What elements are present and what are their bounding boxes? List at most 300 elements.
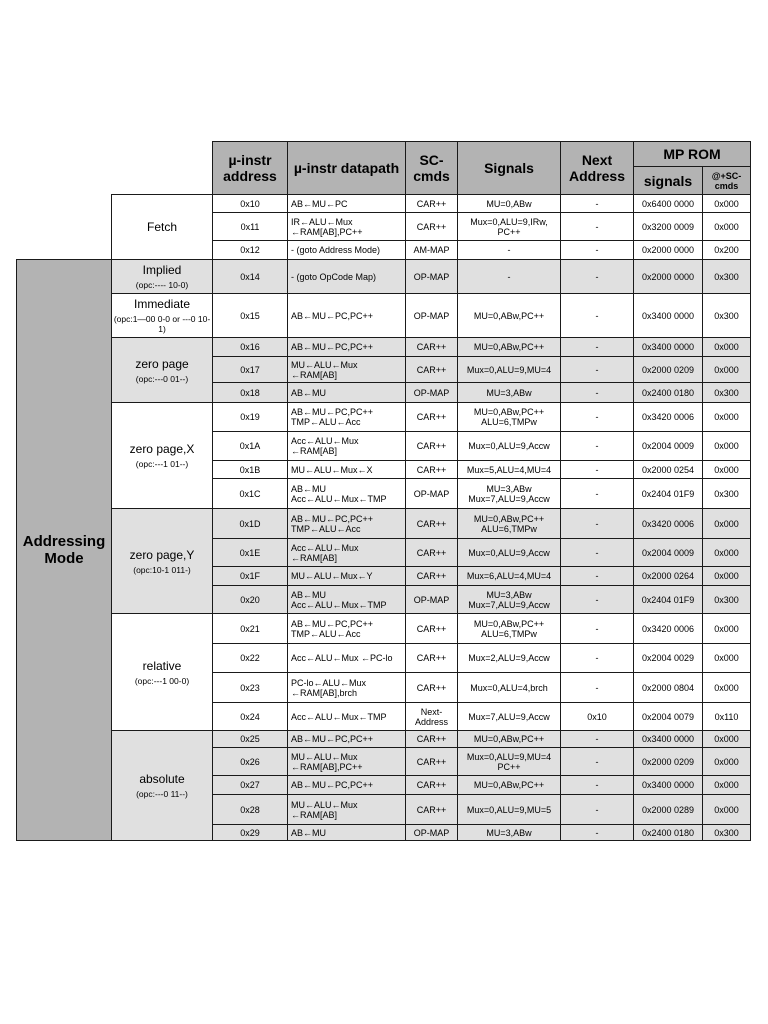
rom-sc-cell-text: 0x300	[714, 594, 739, 605]
signals-cell-text: Mux=5,ALU=4,MU=4	[466, 464, 552, 475]
next-address-cell-text: -	[595, 571, 599, 581]
next-address-cell	[560, 508, 634, 539]
address-cell-text: 0x1A	[239, 441, 261, 451]
sc-cmds-cell	[405, 702, 458, 731]
rom-signals-cell-text: 0x2000 0209	[641, 756, 695, 767]
rom-signals-cell	[633, 382, 703, 403]
signals-cell-text: Mux=6,ALU=4,MU=4	[466, 571, 552, 581]
datapath-cell	[287, 747, 406, 776]
datapath-cell-text: AB←MU←PC,PC++ TMP←ALU←Acc	[291, 407, 374, 427]
signals-cell-text: MU=3,ABw Mux=7,ALU=9,Accw	[468, 589, 550, 610]
rom-signals-cell-text: 0x2400 0180	[641, 387, 695, 398]
next-address-cell	[560, 672, 634, 703]
datapath-cell	[287, 538, 406, 567]
rom-signals-cell	[633, 643, 703, 673]
sc-cmds-cell	[405, 337, 458, 357]
sc-cmds-cell-text: OP-MAP	[413, 827, 450, 838]
next-address-cell-text: -	[595, 682, 599, 693]
address-cell	[212, 402, 288, 432]
datapath-cell-text: AB←MU←PC,PC++	[291, 310, 374, 321]
signals-cell-text: Mux=0,ALU=9,IRw, PC++	[470, 216, 548, 237]
group-absolute-opcode: (opc:---0 11--)	[136, 789, 188, 799]
sc-cmds-cell	[405, 293, 458, 338]
rom-signals-cell-text: 0x3200 0009	[641, 221, 695, 232]
rom-signals-cell-text: 0x6400 0000	[641, 198, 695, 209]
sc-cmds-cell-text: CAR++	[416, 547, 447, 558]
sc-cmds-cell-text: AM-MAP	[413, 245, 450, 255]
datapath-cell-text: AB←MU←PC,PC++	[291, 780, 374, 790]
next-address-cell	[560, 402, 634, 432]
address-cell	[212, 194, 288, 213]
address-cell-text: 0x19	[240, 412, 260, 422]
next-address-cell-text: -	[595, 547, 599, 558]
rom-sc-cell	[702, 794, 751, 825]
rom-signals-cell-text: 0x3420 0006	[641, 518, 695, 529]
sc-cmds-cell	[405, 194, 458, 213]
datapath-cell-text: - (goto Address Mode)	[291, 245, 381, 255]
address-cell	[212, 259, 288, 294]
signals-cell-text: Mux=0,ALU=9,MU=4	[466, 364, 552, 375]
rom-sc-cell-text: 0x000	[714, 623, 739, 634]
rom-sc-cell-text: 0x000	[714, 682, 739, 693]
rom-signals-cell	[633, 356, 703, 383]
group-addressing-mode	[16, 259, 112, 841]
rom-sc-cell-text: 0x000	[714, 198, 739, 209]
rom-signals-cell-text: 0x2400 0180	[641, 827, 695, 838]
next-address-cell	[560, 478, 634, 509]
rom-signals-cell-text: 0x2004 0009	[641, 547, 695, 558]
rom-sc-cell-text: 0x300	[714, 827, 739, 838]
signals-cell-text: MU=0,ABw	[486, 198, 532, 209]
signals-cell	[457, 194, 561, 213]
sc-cmds-cell-text: CAR++	[416, 464, 447, 475]
next-address-cell-text: -	[595, 364, 599, 375]
rom-signals-cell	[633, 672, 703, 703]
rom-signals-cell	[633, 566, 703, 586]
rom-signals-cell-text: 0x2000 0264	[641, 571, 695, 581]
header-next-address	[560, 141, 634, 195]
sc-cmds-cell-text: CAR++	[416, 518, 447, 529]
rom-signals-cell-text: 0x2000 0804	[641, 682, 695, 693]
address-cell	[212, 212, 288, 241]
signals-cell-text: -	[507, 271, 511, 282]
address-cell	[212, 672, 288, 703]
sc-cmds-cell-text: CAR++	[416, 623, 447, 634]
rom-sc-cell-text: 0x300	[714, 488, 739, 499]
address-cell	[212, 824, 288, 841]
rom-sc-cell	[702, 672, 751, 703]
signals-cell	[457, 356, 561, 383]
address-cell-text: 0x28	[240, 804, 260, 815]
group-absolute	[111, 730, 213, 841]
header-signals-label: Signals	[484, 160, 534, 176]
group-zeropagey-label: zero page,Y	[129, 547, 195, 562]
signals-cell	[457, 613, 561, 644]
signals-cell-text: MU=3,ABw Mux=7,ALU=9,Accw	[468, 483, 550, 504]
rom-sc-cell-text: 0x000	[714, 518, 739, 529]
group-addressing-mode-label: Addressing Mode	[22, 533, 106, 567]
group-zeropagex	[111, 402, 213, 509]
header-signals	[457, 141, 561, 195]
rom-signals-cell-text: 0x2004 0079	[641, 711, 695, 722]
sc-cmds-cell-text: CAR++	[416, 221, 447, 232]
signals-cell	[457, 747, 561, 776]
group-zeropage	[111, 337, 213, 403]
rom-signals-cell	[633, 613, 703, 644]
rom-signals-cell	[633, 240, 703, 260]
rom-sc-cell-text: 0x000	[714, 412, 739, 422]
sc-cmds-cell	[405, 478, 458, 509]
datapath-cell	[287, 356, 406, 383]
rom-sc-cell	[702, 460, 751, 479]
rom-sc-cell	[702, 730, 751, 748]
sc-cmds-cell-text: CAR++	[416, 412, 447, 422]
signals-cell	[457, 566, 561, 586]
rom-sc-cell	[702, 566, 751, 586]
datapath-cell	[287, 460, 406, 479]
next-address-cell	[560, 794, 634, 825]
rom-signals-cell-text: 0x3400 0000	[641, 734, 695, 744]
next-address-cell	[560, 747, 634, 776]
signals-cell-text: MU=0,ABw,PC++ ALU=6,TMPw	[473, 407, 545, 427]
address-cell-text: 0x1C	[239, 488, 261, 499]
signals-cell-text: Mux=0,ALU=4,brch	[470, 682, 548, 693]
next-address-cell-text: -	[595, 756, 599, 767]
rom-sc-cell-text: 0x000	[714, 364, 739, 375]
rom-sc-cell-text: 0x000	[714, 547, 739, 558]
address-cell	[212, 794, 288, 825]
address-cell-text: 0x22	[240, 653, 260, 663]
datapath-cell-text: MU←ALU←Mux←Y	[291, 571, 373, 581]
rom-signals-cell	[633, 794, 703, 825]
rom-sc-cell-text: 0x000	[714, 221, 739, 232]
datapath-cell	[287, 212, 406, 241]
rom-sc-cell-text: 0x000	[714, 342, 739, 352]
signals-cell	[457, 775, 561, 795]
next-address-cell-text: -	[595, 594, 599, 605]
rom-sc-cell	[702, 585, 751, 614]
next-address-cell	[560, 538, 634, 567]
signals-cell	[457, 382, 561, 403]
rom-sc-cell-text: 0x000	[714, 653, 739, 663]
rom-signals-cell-text: 0x3400 0000	[641, 780, 695, 790]
address-cell-text: 0x16	[240, 342, 260, 352]
rom-signals-cell	[633, 585, 703, 614]
rom-sc-cell	[702, 337, 751, 357]
datapath-cell-text: AB←MU←PC,PC++	[291, 342, 374, 352]
signals-cell-text: Mux=0,ALU=9,MU=4 PC++	[466, 751, 552, 772]
address-cell	[212, 508, 288, 539]
rom-signals-cell-text: 0x3400 0000	[641, 310, 695, 321]
next-address-cell-text: -	[595, 827, 599, 838]
rom-signals-cell	[633, 747, 703, 776]
rom-sc-cell	[702, 356, 751, 383]
rom-sc-cell	[702, 702, 751, 731]
signals-cell-text: MU=0,ABw,PC++ ALU=6,TMPw	[473, 618, 545, 639]
sc-cmds-cell	[405, 212, 458, 241]
signals-cell	[457, 794, 561, 825]
address-cell-text: 0x27	[240, 780, 260, 790]
datapath-cell	[287, 824, 406, 841]
rom-sc-cell-text: 0x000	[714, 756, 739, 767]
sc-cmds-cell-text: OP-MAP	[413, 594, 450, 605]
signals-cell	[457, 240, 561, 260]
datapath-cell-text: AB←MU←PC,PC++	[291, 734, 374, 744]
datapath-cell	[287, 566, 406, 586]
rom-signals-cell	[633, 402, 703, 432]
sc-cmds-cell	[405, 259, 458, 294]
sc-cmds-cell-text: CAR++	[416, 780, 447, 790]
signals-cell	[457, 431, 561, 461]
datapath-cell-text: AB←MU←PC	[291, 198, 348, 209]
rom-sc-cell-text: 0x000	[714, 464, 739, 475]
next-address-cell	[560, 566, 634, 586]
address-cell-text: 0x29	[240, 827, 260, 838]
next-address-cell-text: -	[595, 488, 599, 499]
address-cell	[212, 356, 288, 383]
rom-sc-cell	[702, 382, 751, 403]
sc-cmds-cell	[405, 824, 458, 841]
address-cell-text: 0x26	[240, 756, 260, 767]
address-cell	[212, 538, 288, 567]
datapath-cell	[287, 508, 406, 539]
datapath-cell	[287, 478, 406, 509]
sc-cmds-cell	[405, 431, 458, 461]
rom-signals-cell-text: 0x3400 0000	[641, 342, 695, 352]
datapath-cell-text: Acc←ALU←Mux ←PC-lo	[291, 653, 393, 663]
address-cell	[212, 775, 288, 795]
rom-sc-cell	[702, 402, 751, 432]
signals-cell-text: Mux=0,ALU=9,MU=5	[466, 804, 552, 815]
address-cell-text: 0x17	[240, 364, 260, 375]
rom-signals-cell	[633, 508, 703, 539]
datapath-cell-text: AB←MU	[291, 827, 327, 838]
header-mp-rom-label: MP ROM	[663, 146, 721, 162]
rom-sc-cell	[702, 431, 751, 461]
signals-cell-text: MU=0,ABw,PC++	[473, 734, 545, 744]
rom-signals-cell	[633, 212, 703, 241]
next-address-cell-text: -	[595, 271, 599, 282]
rom-signals-cell-text: 0x3420 0006	[641, 412, 695, 422]
address-cell-text: 0x10	[240, 198, 260, 209]
next-address-cell-text: -	[595, 734, 599, 744]
rom-sc-cell	[702, 508, 751, 539]
rom-signals-cell	[633, 730, 703, 748]
sc-cmds-cell	[405, 566, 458, 586]
next-address-cell-text: -	[595, 412, 599, 422]
datapath-cell	[287, 775, 406, 795]
next-address-cell	[560, 585, 634, 614]
header-uinstr-address	[212, 141, 288, 195]
rom-signals-cell	[633, 775, 703, 795]
datapath-cell-text: AB←MU Acc←ALU←Mux←TMP	[291, 589, 387, 610]
signals-cell-text: Mux=0,ALU=9,Accw	[468, 547, 550, 558]
rom-sc-cell	[702, 613, 751, 644]
rom-sc-cell-text: 0x110	[714, 711, 739, 722]
address-cell	[212, 730, 288, 748]
datapath-cell	[287, 240, 406, 260]
datapath-cell-text: - (goto OpCode Map)	[291, 271, 377, 282]
next-address-cell	[560, 643, 634, 673]
datapath-cell	[287, 382, 406, 403]
sc-cmds-cell	[405, 508, 458, 539]
group-zeropagey	[111, 508, 213, 614]
signals-cell	[457, 337, 561, 357]
datapath-cell-text: MU←ALU←Mux ←RAM[AB],PC++	[291, 751, 363, 772]
signals-cell	[457, 824, 561, 841]
rom-sc-cell	[702, 293, 751, 338]
address-cell	[212, 566, 288, 586]
signals-cell-text: MU=0,ABw,PC++	[473, 342, 545, 352]
address-cell	[212, 382, 288, 403]
header-mp-rom-signals-label: signals	[643, 172, 693, 189]
signals-cell-text: Mux=0,ALU=9,Accw	[468, 441, 550, 451]
next-address-cell-text: -	[595, 387, 599, 398]
rom-signals-cell	[633, 824, 703, 841]
sc-cmds-cell	[405, 730, 458, 748]
header-uinstr-address-label: µ-instr address	[223, 152, 277, 184]
signals-cell	[457, 730, 561, 748]
next-address-cell	[560, 194, 634, 213]
sc-cmds-cell-text: CAR++	[416, 734, 447, 744]
address-cell-text: 0x21	[240, 623, 260, 634]
sc-cmds-cell	[405, 382, 458, 403]
address-cell-text: 0x11	[240, 221, 260, 232]
rom-sc-cell	[702, 643, 751, 673]
signals-cell-text: Mux=2,ALU=9,Accw	[468, 653, 550, 663]
datapath-cell-text: AB←MU Acc←ALU←Mux←TMP	[291, 483, 387, 504]
next-address-cell-text: -	[595, 518, 599, 529]
sc-cmds-cell	[405, 775, 458, 795]
group-immediate	[111, 293, 213, 338]
address-cell	[212, 337, 288, 357]
signals-cell-text: Mux=7,ALU=9,Accw	[468, 711, 550, 722]
rom-signals-cell-text: 0x2000 0289	[641, 804, 695, 815]
rom-signals-cell	[633, 337, 703, 357]
address-cell-text: 0x20	[240, 594, 260, 605]
datapath-cell-text: Acc←ALU←Mux ←RAM[AB]	[291, 436, 359, 456]
datapath-cell-text: AB←MU←PC,PC++ TMP←ALU←Acc	[291, 618, 374, 639]
datapath-cell	[287, 194, 406, 213]
rom-sc-cell-text: 0x000	[714, 780, 739, 790]
header-mp-rom	[633, 141, 751, 167]
rom-signals-cell	[633, 538, 703, 567]
rom-sc-cell	[702, 747, 751, 776]
rom-signals-cell-text: 0x2000 0254	[641, 464, 695, 475]
rom-sc-cell	[702, 538, 751, 567]
datapath-cell	[287, 293, 406, 338]
datapath-cell-text: Acc←ALU←Mux←TMP	[291, 711, 387, 722]
rom-sc-cell-text: 0x000	[714, 571, 739, 581]
sc-cmds-cell-text: CAR++	[416, 804, 447, 815]
sc-cmds-cell-text: CAR++	[416, 682, 447, 693]
next-address-cell-text: -	[595, 464, 599, 475]
group-implied	[111, 259, 213, 294]
datapath-cell	[287, 794, 406, 825]
header-next-address-label: Next Address	[568, 152, 626, 184]
rom-signals-cell	[633, 431, 703, 461]
datapath-cell-text: MU←ALU←Mux ←RAM[AB]	[291, 799, 358, 820]
group-immediate-opcode: (opc:1—00 0-0 or ---0 10-1)	[113, 314, 211, 334]
rom-signals-cell-text: 0x2004 0029	[641, 653, 695, 663]
rom-signals-cell	[633, 702, 703, 731]
group-zeropage-label: zero page	[135, 356, 189, 371]
rom-signals-cell-text: 0x2404 01F9	[641, 594, 695, 605]
group-implied-label: Implied	[142, 263, 182, 277]
address-cell-text: 0x23	[240, 682, 260, 693]
signals-cell	[457, 672, 561, 703]
datapath-cell-text: IR←ALU←Mux ←RAM[AB],PC++	[291, 216, 363, 237]
signals-cell	[457, 538, 561, 567]
next-address-cell	[560, 259, 634, 294]
signals-cell	[457, 293, 561, 338]
rom-sc-cell-text: 0x300	[714, 387, 739, 398]
rom-signals-cell-text: 0x2004 0009	[641, 441, 695, 451]
signals-cell	[457, 585, 561, 614]
next-address-cell	[560, 730, 634, 748]
sc-cmds-cell-text: OP-MAP	[413, 310, 450, 321]
datapath-cell-text: Acc←ALU←Mux ←RAM[AB]	[291, 542, 359, 563]
next-address-cell-text: -	[595, 198, 599, 209]
rom-signals-cell-text: 0x2000 0000	[641, 271, 695, 282]
rom-sc-cell	[702, 194, 751, 213]
header-mp-rom-signals	[633, 166, 703, 195]
next-address-cell-text: -	[595, 342, 599, 352]
datapath-cell	[287, 259, 406, 294]
header-mp-rom-sc-label: @+SC-cmds	[711, 170, 742, 191]
sc-cmds-cell-text: OP-MAP	[413, 387, 450, 398]
signals-cell	[457, 460, 561, 479]
next-address-cell	[560, 293, 634, 338]
sc-cmds-cell-text: CAR++	[416, 653, 447, 663]
sc-cmds-cell-text: CAR++	[416, 756, 447, 767]
next-address-cell-text: -	[595, 804, 599, 815]
address-cell-text: 0x15	[240, 310, 260, 321]
address-cell-text: 0x1F	[239, 571, 260, 581]
sc-cmds-cell	[405, 460, 458, 479]
address-cell	[212, 240, 288, 260]
rom-signals-cell-text: 0x2404 01F9	[641, 488, 695, 499]
rom-sc-cell	[702, 824, 751, 841]
datapath-cell	[287, 431, 406, 461]
address-cell-text: 0x25	[240, 734, 260, 744]
rom-signals-cell-text: 0x3420 0006	[641, 623, 695, 634]
address-cell-text: 0x1D	[239, 518, 261, 529]
next-address-cell-text: -	[595, 623, 599, 634]
sc-cmds-cell-text: OP-MAP	[413, 271, 450, 282]
rom-sc-cell	[702, 259, 751, 294]
next-address-cell	[560, 613, 634, 644]
group-relative-opcode: (opc:---1 00-0)	[134, 675, 190, 686]
rom-sc-cell-text: 0x000	[714, 804, 739, 815]
group-implied-opcode: (opc:---- 10-0)	[135, 280, 189, 290]
next-address-cell	[560, 382, 634, 403]
sc-cmds-cell	[405, 402, 458, 432]
rom-signals-cell-text: 0x2000 0000	[641, 245, 695, 255]
address-cell	[212, 643, 288, 673]
signals-cell	[457, 643, 561, 673]
sc-cmds-cell	[405, 613, 458, 644]
group-relative	[111, 613, 213, 731]
group-fetch	[111, 194, 213, 260]
address-cell	[212, 585, 288, 614]
datapath-cell	[287, 702, 406, 731]
datapath-cell-text: AB←MU	[291, 387, 327, 398]
next-address-cell-text: -	[595, 441, 599, 451]
sc-cmds-cell	[405, 794, 458, 825]
rom-sc-cell-text: 0x300	[714, 271, 739, 282]
sc-cmds-cell	[405, 747, 458, 776]
